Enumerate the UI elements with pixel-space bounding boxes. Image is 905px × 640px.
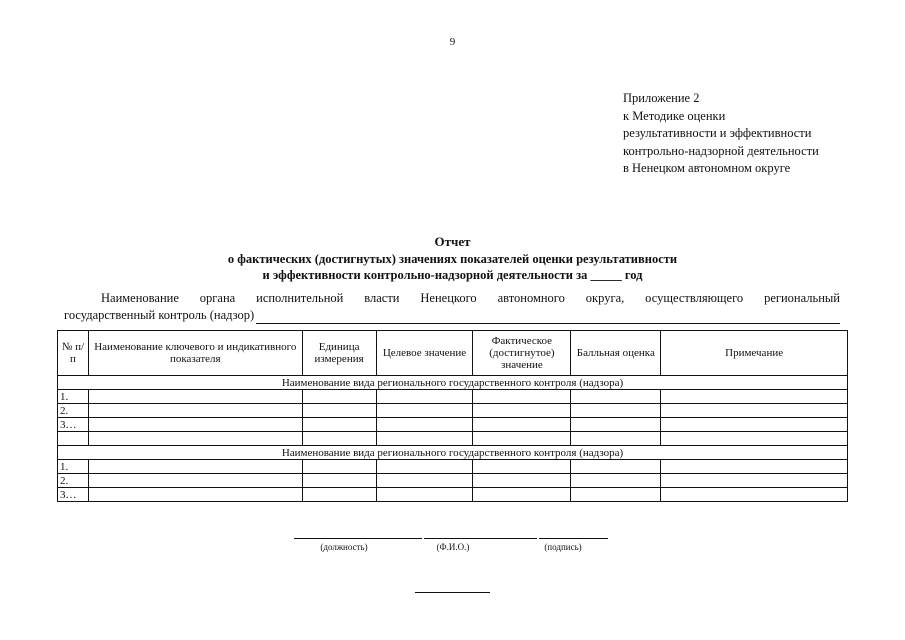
table-row bbox=[58, 474, 848, 488]
table-row bbox=[58, 418, 848, 432]
cell bbox=[88, 404, 302, 418]
cell bbox=[88, 418, 302, 432]
cell bbox=[473, 390, 571, 404]
row-number: 3… bbox=[58, 488, 89, 502]
row-number: 1. bbox=[58, 390, 89, 404]
cell bbox=[571, 404, 661, 418]
section-title: Наименование вида регионального государственного контроля (надзора) bbox=[58, 376, 848, 390]
authority-name-field bbox=[64, 290, 840, 324]
signature-label: (подпись) bbox=[544, 542, 582, 552]
cell bbox=[661, 418, 848, 432]
cell bbox=[302, 432, 376, 446]
sign-signature-line bbox=[539, 538, 608, 539]
row-number: 2. bbox=[58, 474, 89, 488]
cell bbox=[302, 418, 376, 432]
cell bbox=[376, 474, 473, 488]
cell bbox=[661, 488, 848, 502]
cell bbox=[571, 474, 661, 488]
page-number: 9 bbox=[449, 36, 456, 48]
cell bbox=[88, 432, 302, 446]
intro-line: Наименование органа исполнительной власти Ненецкого автономного округа, осуществляющего региональный bbox=[101, 291, 840, 305]
row-number: 2. bbox=[58, 404, 89, 418]
cell bbox=[376, 460, 473, 474]
cell bbox=[376, 418, 473, 432]
cell bbox=[302, 474, 376, 488]
cell bbox=[571, 432, 661, 446]
cell bbox=[661, 474, 848, 488]
cell bbox=[376, 390, 473, 404]
appendix-line: контрольно-надзорной деятельности bbox=[623, 143, 819, 158]
cell bbox=[661, 404, 848, 418]
cell bbox=[88, 488, 302, 502]
row-number: 1. bbox=[58, 460, 89, 474]
section-row bbox=[58, 446, 848, 460]
position-label: (должность) bbox=[320, 542, 368, 552]
cell bbox=[376, 404, 473, 418]
intro-line-text: государственный контроль (надзор) bbox=[64, 308, 255, 322]
cell bbox=[571, 460, 661, 474]
column-header-indicator: Наименование ключевого и индикативного показателя bbox=[88, 331, 302, 376]
cell bbox=[661, 460, 848, 474]
column-header-score: Балльная оценка bbox=[571, 331, 661, 376]
cell bbox=[473, 488, 571, 502]
cell bbox=[302, 488, 376, 502]
column-header-actual: Фактическое (достигнутое) значение bbox=[473, 331, 571, 376]
report-title bbox=[0, 234, 905, 284]
fill-in-underline bbox=[256, 311, 840, 324]
title-line: о фактических (достигнутых) значениях показателей оценки результативности bbox=[227, 251, 678, 266]
column-header-unit: Единица измерения bbox=[302, 331, 376, 376]
table-row bbox=[58, 404, 848, 418]
appendix-line: к Методике оценки bbox=[623, 108, 726, 123]
appendix-line: Приложение 2 bbox=[623, 91, 700, 105]
cell bbox=[473, 460, 571, 474]
table-row bbox=[58, 432, 848, 446]
footnote-separator bbox=[415, 592, 490, 593]
report-table bbox=[57, 330, 848, 502]
position-signature-line bbox=[294, 538, 422, 539]
table-row bbox=[58, 390, 848, 404]
appendix-note bbox=[623, 90, 819, 178]
title-line: и эффективности контрольно-надзорной деятельности за _____ год bbox=[262, 268, 643, 282]
row-number: 3… bbox=[58, 418, 89, 432]
cell bbox=[302, 390, 376, 404]
intro-line bbox=[64, 307, 840, 324]
cell bbox=[661, 432, 848, 446]
cell bbox=[376, 432, 473, 446]
cell bbox=[571, 390, 661, 404]
column-header-note: Примечание bbox=[661, 331, 848, 376]
cell bbox=[88, 474, 302, 488]
cell bbox=[473, 432, 571, 446]
cell bbox=[571, 488, 661, 502]
cell bbox=[88, 390, 302, 404]
name-label: (Ф.И.О.) bbox=[436, 542, 470, 552]
appendix-line: в Ненецком автономном округе bbox=[623, 161, 791, 175]
row-number bbox=[58, 432, 89, 446]
section-title: Наименование вида регионального государственного контроля (надзора) bbox=[58, 446, 848, 460]
column-header-target: Целевое значение bbox=[376, 331, 473, 376]
title-line: Отчет bbox=[434, 234, 471, 249]
appendix-line: результативности и эффективности bbox=[623, 126, 812, 140]
cell bbox=[473, 418, 571, 432]
column-header-number: № п/п bbox=[58, 331, 89, 376]
cell bbox=[302, 404, 376, 418]
table-header-row bbox=[58, 331, 848, 376]
table-row bbox=[58, 460, 848, 474]
section-row bbox=[58, 376, 848, 390]
name-signature-line bbox=[424, 538, 537, 539]
cell bbox=[473, 474, 571, 488]
cell bbox=[571, 418, 661, 432]
cell bbox=[661, 390, 848, 404]
cell bbox=[88, 460, 302, 474]
cell bbox=[473, 404, 571, 418]
table-row bbox=[58, 488, 848, 502]
cell bbox=[302, 460, 376, 474]
cell bbox=[376, 488, 473, 502]
